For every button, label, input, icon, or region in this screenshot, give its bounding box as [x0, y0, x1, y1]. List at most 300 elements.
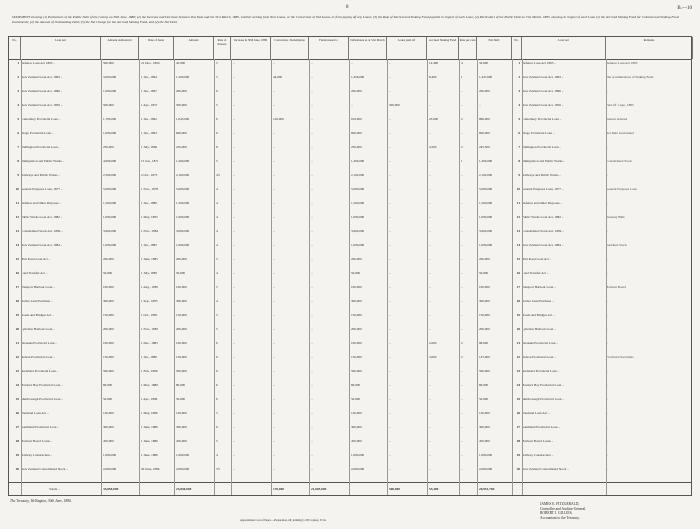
figure-cell: 150,000: [176, 355, 187, 359]
figure-cell: 1,500,000: [479, 201, 493, 205]
remarks-cell: Treasury Bills: [606, 215, 625, 219]
figure-cell: 8: [216, 145, 218, 149]
figure-cell: ..: [311, 439, 313, 443]
figure-cell: 4: [216, 299, 218, 303]
figure-cell: ..: [311, 467, 313, 471]
table-row: [9, 201, 691, 209]
column-rule: [427, 59, 428, 495]
figure-cell: 1,000,000: [103, 131, 117, 135]
loan-act-name-right: Marlborough Provincial Loan ..: [522, 397, 564, 401]
figure-cell: 450,000: [103, 439, 114, 443]
figure-cell: ..: [273, 467, 275, 471]
loan-act-name: Hutt Road Loan Act ..: [21, 257, 51, 261]
table-row: [9, 397, 691, 405]
row-number: 21: [15, 341, 19, 345]
figure-cell: ..: [273, 453, 275, 457]
figure-cell: ..: [273, 243, 275, 247]
figure-cell: ..: [461, 103, 463, 107]
figure-cell: 1 Mar., 1886: [141, 383, 158, 387]
figure-cell: 5,000,000: [479, 187, 493, 191]
figure-cell: 300,000: [176, 299, 187, 303]
column-header: Amount Authorized: [101, 37, 139, 59]
table-row: [9, 313, 691, 321]
row-number-right: 20: [516, 327, 520, 331]
figure-cell: ..: [273, 313, 275, 317]
figure-cell: ..: [233, 341, 235, 345]
figure-cell: 1 Sep., 1885: [141, 299, 158, 303]
page-reference: B.—10: [677, 6, 692, 11]
loan-act-name-right: Canterbury Provincial Loan ..: [522, 117, 562, 121]
figure-cell: ..: [389, 299, 391, 303]
signature-line: Controller and Auditor-General.: [540, 506, 587, 511]
loan-act-name-right: Westport Harbour Loan ..: [522, 285, 556, 289]
row-number-right: 7: [518, 145, 520, 149]
loan-act-name: Harbour Board Loans ..: [21, 439, 53, 443]
loan-act-name: Railway Construction ..: [21, 453, 53, 457]
figure-cell: 1 Apr., 1886: [141, 397, 158, 401]
figure-cell: 50,000: [351, 271, 361, 275]
loan-act-name: Wellington Provincial Loan ..: [21, 145, 61, 149]
figure-cell: 1 Jan., 1886: [141, 355, 157, 359]
figure-cell: 5: [216, 439, 218, 443]
loan-act-name: Taranaki Provincial Loan ..: [21, 341, 57, 345]
figure-cell: 5: [216, 257, 218, 261]
printing-cost-note: Approximate Cost of Paper.—Preparation, nil; printing (1,350 copies), £3 4s.: [240, 519, 327, 522]
figure-cell: 1: [461, 75, 463, 79]
figure-cell: 1 July, 1866: [141, 145, 157, 149]
figure-cell: 2,000,000: [176, 467, 190, 471]
row-number-right: 22: [516, 355, 520, 359]
figure-cell: ..: [233, 397, 235, 401]
row-number-right: 1: [518, 61, 520, 65]
ledger-rows: [9, 61, 691, 483]
figure-cell: 1 June, 1886: [141, 453, 158, 457]
figure-cell: 250,000: [176, 145, 187, 149]
figure-cell: 600,000: [176, 131, 187, 135]
figure-cell: ..: [233, 243, 235, 247]
figure-cell: ..: [311, 89, 313, 93]
figure-cell: 2,000,000: [103, 467, 117, 471]
column-rule: [174, 59, 175, 495]
figure-cell: 245,500: [479, 145, 490, 149]
remarks-cell: ..: [606, 145, 608, 149]
figure-cell: 200,000: [351, 327, 362, 331]
figure-cell: ..: [273, 89, 275, 93]
loan-act-name-right: Auckland Provincial Loan ..: [522, 369, 560, 373]
figure-cell: 1,000,000: [103, 215, 117, 219]
loan-act-name-right: Southland Provincial Loan ..: [522, 425, 560, 429]
figure-cell: ..: [311, 341, 313, 345]
figure-cell: 1 July, 1885: [141, 271, 157, 275]
column-rule: [214, 59, 215, 495]
figure-cell: ..: [233, 383, 235, 387]
figure-cell: 150,000: [103, 313, 114, 317]
figure-cell: ..: [311, 61, 313, 65]
loan-act-name-right: Native Land Purchase ..: [522, 299, 554, 303]
figure-cell: ..: [273, 173, 275, 177]
remarks-cell: Inscribed Stock: [606, 243, 627, 247]
row-number-right: 14: [516, 243, 520, 247]
figure-cell: ..: [273, 131, 275, 135]
figure-cell: 2,000: [429, 341, 437, 345]
figure-cell: ..: [429, 411, 431, 415]
figure-cell: ..: [429, 173, 431, 177]
figure-cell: ..: [233, 257, 235, 261]
loan-act-name-right: Wellington Provincial Loan ..: [522, 145, 562, 149]
row-number: 1: [17, 61, 19, 65]
remarks-cell: Harbour Board: [606, 285, 626, 289]
column-rule: [512, 59, 513, 495]
figure-cell: 4: [216, 201, 218, 205]
row-number-right: 11: [516, 201, 520, 205]
row-number: 29: [15, 453, 19, 457]
table-row: [9, 355, 691, 363]
remarks-cell: ..: [606, 271, 608, 275]
remarks-cell: Paid off 1 Apr., 1885: [606, 103, 634, 107]
figure-cell: 1 Aug., 1885: [141, 285, 159, 289]
figure-cell: ..: [311, 131, 313, 135]
row-number: 6: [17, 131, 19, 135]
figure-cell: 150,000: [103, 355, 114, 359]
loan-act-name: Canterbury Provincial Loan ..: [21, 117, 61, 121]
figure-cell: 4: [461, 61, 463, 65]
figure-cell: 1,500,000: [103, 201, 117, 205]
figure-cell: 120,000: [351, 411, 362, 415]
figure-cell: ..: [233, 411, 235, 415]
totals-value: 21,005,000: [311, 487, 327, 491]
table-row: [9, 145, 691, 153]
remarks-cell: ..: [606, 229, 608, 233]
figure-cell: 5: [216, 75, 218, 79]
loan-act-name: Roads and Bridges Act ..: [21, 313, 54, 317]
figure-cell: ..: [461, 369, 463, 373]
column-header: Rate of Interest: [214, 37, 231, 59]
figure-cell: ..: [429, 131, 431, 135]
figure-cell: ..: [429, 397, 431, 401]
figure-cell: ..: [429, 229, 431, 233]
figure-cell: ..: [389, 89, 391, 93]
figure-cell: ..: [461, 313, 463, 317]
remarks-cell: ..: [606, 201, 608, 205]
figure-cell: 3½: [216, 467, 221, 471]
figure-cell: 200,000: [479, 257, 490, 261]
column-rule: [271, 59, 272, 495]
figure-cell: ..: [461, 411, 463, 415]
figure-cell: 5: [216, 103, 218, 107]
figure-cell: 5: [216, 285, 218, 289]
loan-act-name: New Zealand Consolidated Stock ..: [21, 467, 68, 471]
figure-cell: ..: [461, 425, 463, 429]
figure-cell: 2,000,000: [351, 467, 365, 471]
figure-cell: 147,000: [479, 355, 490, 359]
figure-cell: ..: [273, 369, 275, 373]
totals-value: 20,951,700: [479, 487, 495, 491]
figure-cell: ..: [273, 327, 275, 331]
figure-cell: ..: [273, 355, 275, 359]
figure-cell: ..: [461, 453, 463, 457]
figure-cell: ..: [389, 411, 391, 415]
figure-cell: 4: [216, 229, 218, 233]
figure-cell: ..: [273, 145, 275, 149]
figure-cell: 50,000: [176, 397, 186, 401]
figure-cell: ..: [311, 243, 313, 247]
figure-cell: 12,400: [429, 61, 439, 65]
figure-cell: 500,000: [389, 103, 400, 107]
row-number: 24: [15, 383, 19, 387]
figure-cell: ..: [429, 159, 431, 163]
loan-act-name-right: New Zealand Consolidated Stock ..: [522, 467, 569, 471]
figure-cell: ..: [389, 257, 391, 261]
table-row: [9, 467, 691, 475]
figure-cell: 150,000: [351, 313, 362, 317]
loan-act-name-right: Land Transfer Act ..: [522, 271, 549, 275]
figure-cell: 2: [461, 355, 463, 359]
figure-cell: ..: [273, 201, 275, 205]
loan-act-name-right: Harbour Board Loans ..: [522, 439, 554, 443]
loan-act-name-right: Immigration and Public Works ..: [522, 159, 566, 163]
figure-cell: 200,000: [479, 89, 490, 93]
figure-cell: 600,000: [479, 131, 490, 135]
figure-cell: ..: [461, 271, 463, 275]
figure-cell: 5: [216, 411, 218, 415]
figure-cell: 200,000: [176, 327, 187, 331]
figure-cell: ..: [461, 215, 463, 219]
column-header: No.: [512, 37, 522, 59]
figure-cell: ..: [461, 229, 463, 233]
figure-cell: ..: [429, 439, 431, 443]
figure-cell: ..: [233, 299, 235, 303]
table-row: [9, 131, 691, 139]
column-header: Conversion / Redemption: [271, 37, 309, 59]
figure-cell: ..: [233, 453, 235, 457]
row-number: 28: [15, 439, 19, 443]
loan-act-name: Marlborough Provincial Loan ..: [21, 397, 63, 401]
figure-cell: ..: [233, 229, 235, 233]
figure-cell: 2: [461, 117, 463, 121]
figure-cell: 6: [216, 383, 218, 387]
loan-act-name: Consolidated Stock Act, 1884 ..: [21, 229, 63, 233]
figure-cell: ..: [389, 467, 391, 471]
loan-act-name: New Zealand Loan Act, 1856 ..: [21, 103, 63, 107]
figure-cell: 5: [216, 159, 218, 163]
loan-act-name: General Purposes Loan, 1877 ..: [21, 187, 63, 191]
figure-cell: 100,000: [103, 341, 114, 345]
figure-cell: ..: [233, 173, 235, 177]
figure-cell: ..: [273, 229, 275, 233]
figure-cell: 5: [216, 327, 218, 331]
figure-cell: 300,000: [479, 299, 490, 303]
totals-value: 500,000: [389, 487, 401, 491]
figure-cell: 1 Feb., 1886: [141, 369, 158, 373]
figure-cell: 500,000: [103, 103, 114, 107]
row-number: 20: [15, 327, 19, 331]
row-number-right: 10: [516, 187, 520, 191]
figure-cell: ..: [311, 173, 313, 177]
figure-cell: ..: [389, 453, 391, 457]
figure-cell: ..: [429, 215, 431, 219]
remarks-cell: ..: [606, 439, 608, 443]
totals-value: 35,850,000: [103, 487, 119, 491]
remarks-cell: Interest reduced: [606, 117, 628, 121]
table-row: [9, 369, 691, 377]
figure-cell: 8,400: [429, 75, 437, 79]
remarks-cell: Defence Loan Act 1863: [606, 61, 638, 65]
figure-cell: 300,000: [103, 425, 114, 429]
figure-cell: ..: [233, 439, 235, 443]
figure-cell: 1 Jan., 1864: [141, 75, 157, 79]
figure-cell: ..: [233, 355, 235, 359]
figure-cell: 6: [216, 355, 218, 359]
figure-cell: ..: [233, 369, 235, 373]
figure-cell: 4: [216, 243, 218, 247]
figure-cell: 1 Jan., 1867: [141, 89, 157, 93]
figure-cell: ..: [311, 383, 313, 387]
row-number-right: 8: [518, 159, 520, 163]
loan-act-name-right: Railway Construction ..: [522, 453, 554, 457]
figure-cell: 6: [216, 369, 218, 373]
column-header: Remarks: [606, 37, 693, 59]
figure-cell: ..: [429, 369, 431, 373]
figure-cell: ..: [461, 439, 463, 443]
row-number-right: 16: [516, 271, 520, 275]
figure-cell: 80,000: [479, 383, 489, 387]
signature-line: JAMES E. FITZGERALD,: [540, 502, 580, 506]
figure-cell: ..: [311, 103, 313, 107]
figure-cell: ..: [429, 467, 431, 471]
figure-cell: ..: [351, 61, 353, 65]
figure-cell: 1,700,000: [103, 117, 117, 121]
figure-cell: ..: [461, 187, 463, 191]
figure-cell: 500,000: [351, 369, 362, 373]
figure-cell: ..: [461, 131, 463, 135]
figure-cell: ..: [311, 159, 313, 163]
figure-cell: 1,500,000: [351, 201, 365, 205]
figure-cell: 5: [216, 313, 218, 317]
column-rule: [21, 59, 22, 495]
figure-cell: 600,000: [351, 131, 362, 135]
column-rule: [139, 59, 140, 495]
figure-cell: 5: [216, 61, 218, 65]
remarks-cell: ..: [606, 327, 608, 331]
row-number-right: 12: [516, 215, 520, 219]
figure-cell: ..: [389, 425, 391, 429]
figure-cell: ..: [273, 383, 275, 387]
figure-cell: 200,000: [351, 89, 362, 93]
figure-cell: ..: [389, 187, 391, 191]
figure-cell: ..: [311, 411, 313, 415]
table-row: [9, 243, 691, 251]
figure-cell: 150,000: [176, 313, 187, 317]
row-number: 13: [15, 229, 19, 233]
figure-cell: 45,000: [176, 61, 186, 65]
row-number-right: 5: [518, 117, 520, 121]
figure-cell: ..: [273, 341, 275, 345]
figure-cell: 1 Jan., 1885: [141, 243, 157, 247]
figure-cell: 100,000: [176, 341, 187, 345]
figure-cell: 1 June, 1885: [141, 257, 158, 261]
figure-cell: 80,000: [176, 383, 186, 387]
figure-cell: 100,000: [103, 285, 114, 289]
figure-cell: 126,000: [273, 117, 284, 121]
table-row: [9, 117, 691, 125]
figure-cell: ..: [233, 215, 235, 219]
row-number: 3: [17, 89, 19, 93]
remarks-cell: ..: [606, 453, 608, 457]
figure-cell: ..: [233, 75, 235, 79]
figure-cell: ..: [273, 271, 275, 275]
figure-cell: ..: [429, 327, 431, 331]
figure-cell: 4: [216, 271, 218, 275]
figure-cell: 300,000: [176, 425, 187, 429]
remarks-cell: ..: [606, 425, 608, 429]
figure-cell: 1 Nov., 1878: [141, 187, 159, 191]
figure-cell: 200,000: [479, 327, 490, 331]
table-row: [9, 327, 691, 335]
loan-act-name-right: New Zealand Loan Act, 1856 ..: [522, 103, 564, 107]
figure-cell: 500,000: [479, 369, 490, 373]
figure-cell: ..: [233, 327, 235, 331]
loan-act-name-right: Public Works Loan Act, 1882 ..: [522, 215, 564, 219]
row-number: 9: [17, 173, 19, 177]
remarks-cell: ..: [606, 89, 608, 93]
figure-cell: 100,000: [351, 285, 362, 289]
row-number: 15: [15, 257, 19, 261]
totals-row: [9, 482, 691, 495]
figure-cell: 1,200,000: [176, 159, 190, 163]
loan-act-name: Westport Harbour Loan ..: [21, 285, 55, 289]
figure-cell: ..: [429, 299, 431, 303]
figure-cell: 98,000: [479, 341, 489, 345]
figure-cell: ..: [389, 397, 391, 401]
table-row: [9, 159, 691, 167]
figure-cell: ..: [311, 257, 313, 261]
column-rule: [349, 59, 350, 495]
row-number-right: 26: [516, 411, 520, 415]
figure-cell: ..: [389, 383, 391, 387]
figure-cell: 1,045,000: [176, 117, 190, 121]
figure-cell: 5,000,000: [176, 187, 190, 191]
figure-cell: ..: [429, 187, 431, 191]
figure-cell: 1,500,000: [176, 201, 190, 205]
column-header: Loan Act: [522, 37, 606, 59]
remarks-cell: ..: [606, 341, 608, 345]
column-header: Loan Act: [21, 37, 101, 59]
loan-act-name-right: Roads and Bridges Act ..: [522, 313, 555, 317]
figure-cell: ..: [389, 131, 391, 135]
figure-cell: ..: [389, 369, 391, 373]
figure-cell: ..: [311, 215, 313, 219]
figure-cell: 1 June, 1886: [141, 425, 158, 429]
figure-cell: ..: [311, 313, 313, 317]
loan-act-name-right: Defence Loan Act 1863 ..: [522, 61, 556, 65]
figure-cell: 1,000,000: [176, 453, 190, 457]
column-header: Loans paid off: [387, 37, 427, 59]
figure-cell: 250,000: [103, 145, 114, 149]
figure-cell: 1,000,000: [103, 453, 117, 457]
totals-value: 53,300: [429, 487, 439, 491]
remarks-cell: Net Debt ascertained: [606, 131, 634, 135]
row-number: 26: [15, 411, 19, 415]
figure-cell: 21 Dec., 1864: [141, 61, 160, 65]
row-number: 27: [15, 425, 19, 429]
figure-cell: 896,000: [479, 117, 490, 121]
figure-cell: ..: [233, 89, 235, 93]
figure-cell: 50,000: [479, 271, 489, 275]
row-number: 12: [15, 215, 19, 219]
row-number-right: 21: [516, 341, 520, 345]
figure-cell: ..: [461, 383, 463, 387]
figure-cell: ..: [233, 187, 235, 191]
